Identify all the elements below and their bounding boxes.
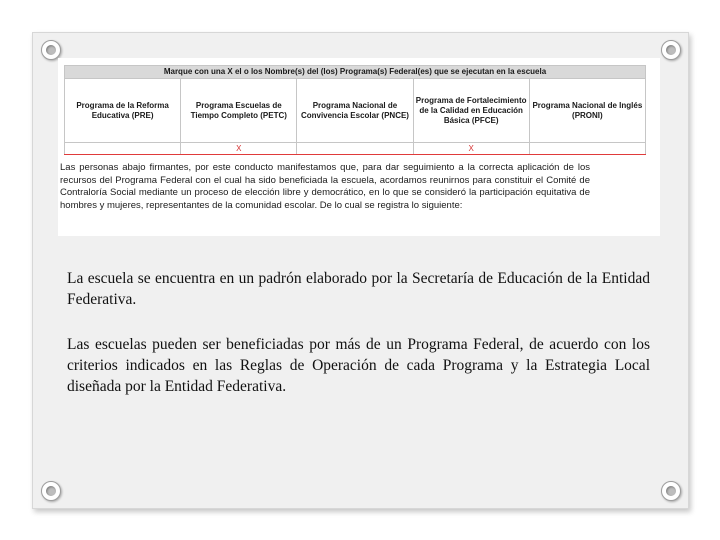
- embedded-form-image: [58, 58, 660, 236]
- padron-paragraph: La escuela se encuentra en un padrón elaborado por la Secretaría de Educación de la Entidad Federativa.: [67, 270, 650, 308]
- program-pnce-mark: [297, 143, 413, 155]
- program-pre-header: Programa de la Reforma Educativa (PRE): [65, 79, 181, 143]
- consent-paragraph: Las personas abajo firmantes, por este conducto manifestamos que, para dar seguimiento a la correcta aplicación de los recursos del Programa Federal con el cual ha sido beneficiada la escuela, acordamos reunirnos para constituir el Comité de Contraloría Social mediante un proceso de elección libre y democrático, en lo que se consideró la participación equitativa de hombres y mujeres, representantes de la comunidad escolar. De lo cual se registra lo siguiente:: [60, 162, 590, 211]
- program-petc-header: Programa Escuelas de Tiempo Completo (PETC): [181, 79, 297, 143]
- pushpin-bottom-left-icon: [41, 481, 61, 501]
- program-proni-mark: [529, 143, 645, 155]
- beneficio-paragraph: Las escuelas pueden ser beneficiadas por más de un Programa Federal, de acuerdo con los criterios indicados en las Reglas de Operación de cada Programa y la Estrategia Local diseñada por la Entidad Federativa.: [67, 336, 650, 395]
- federal-programs-table: [64, 65, 646, 155]
- program-pre-mark: [65, 143, 181, 155]
- pushpin-bottom-right-icon: [661, 481, 681, 501]
- program-proni-header: Programa Nacional de Inglés (PRONI): [529, 79, 645, 143]
- program-pfce-mark: X: [413, 143, 529, 155]
- program-petc-mark: X: [181, 143, 297, 155]
- program-pnce-header: Programa Nacional de Convivencia Escolar (PNCE): [297, 79, 413, 143]
- table-title: Marque con una X el o los Nombre(s) del (los) Programa(s) Federal(es) que se ejecutan en la escuela: [65, 66, 646, 79]
- pushpin-top-right-icon: [661, 40, 681, 60]
- pushpin-top-left-icon: [41, 40, 61, 60]
- program-pfce-header: Programa de Fortalecimiento de la Calidad en Educación Básica (PFCE): [413, 79, 529, 143]
